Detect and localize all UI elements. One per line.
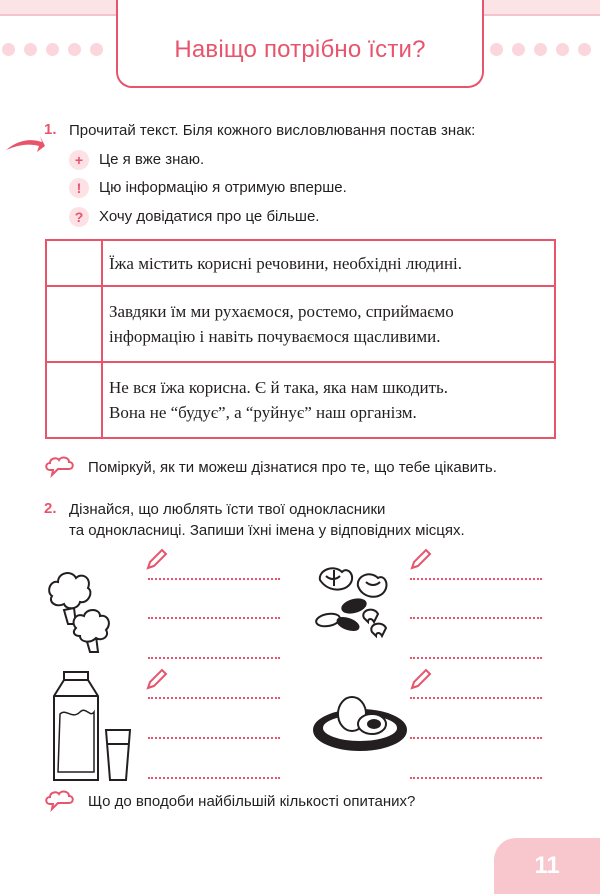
answer-line-broccoli-1[interactable]: [148, 578, 280, 580]
plus-marker: +: [69, 150, 89, 170]
decor-dots-right: [484, 43, 600, 57]
mark-cell-3[interactable]: [46, 362, 102, 438]
statement-1: Їжа містить корисні речовини, необхідні людині.: [102, 240, 555, 286]
page-title: Навіщо потрібно їсти?: [174, 36, 426, 63]
think-question-2: Що до вподоби найбільшій кількості опитаних?: [88, 793, 416, 810]
task1-number: 1.: [44, 121, 57, 138]
task2-number: 2.: [44, 500, 57, 517]
table-row: [46, 240, 555, 286]
think-question-1: Поміркуй, як ти можеш дізнатися про те, що тебе цікавить.: [88, 459, 497, 476]
answer-line-milk-3[interactable]: [148, 777, 280, 779]
answer-line-nuts-3[interactable]: [410, 657, 542, 659]
answer-line-nuts-2[interactable]: [410, 617, 542, 619]
pencil-icon: [408, 548, 432, 572]
pencil-icon: [144, 668, 168, 692]
pencil-icon: [144, 548, 168, 572]
answer-line-milk-1[interactable]: [148, 697, 280, 699]
legend-plus-text: Це я вже знаю.: [99, 151, 205, 168]
broccoli-icon: [46, 562, 126, 654]
nuts-icon: [314, 562, 394, 654]
answer-line-milk-2[interactable]: [148, 737, 280, 739]
task2-line-1: Дізнайся, що люблять їсти твої однокласники: [69, 501, 386, 518]
task1-instruction: Прочитай текст. Біля кожного висловлювання постав знак:: [69, 122, 476, 139]
table-row: [46, 286, 555, 362]
mark-cell-2[interactable]: [46, 286, 102, 362]
answer-line-eggs-3[interactable]: [410, 777, 542, 779]
milk-icon: [46, 668, 142, 786]
exclamation-marker: !: [69, 178, 89, 198]
title-box: [116, 0, 484, 88]
decor-dots-left: [0, 43, 118, 57]
answer-line-nuts-1[interactable]: [410, 578, 542, 580]
thought-cloud-icon: [44, 790, 74, 812]
task2-line-2: та однокласниці. Запиши їхні імена у відповідних місцях.: [69, 522, 465, 539]
statement-2: Завдяки їм ми рухаємося, ростемо, сприймаємо інформацію і навіть почуваємося щасливими.: [102, 286, 555, 362]
answer-line-broccoli-3[interactable]: [148, 657, 280, 659]
question-marker: ?: [69, 207, 89, 227]
page-number: 11: [534, 852, 560, 879]
answer-line-eggs-2[interactable]: [410, 737, 542, 739]
legend-exclamation-text: Цю інформацію я отримую вперше.: [99, 179, 347, 196]
eggs-icon: [312, 690, 410, 754]
pencil-icon: [408, 668, 432, 692]
table-row: [46, 362, 555, 438]
mark-cell-1[interactable]: [46, 240, 102, 286]
statements-table: [45, 239, 556, 439]
pointer-arrow-icon: [4, 134, 46, 160]
answer-line-eggs-1[interactable]: [410, 697, 542, 699]
statement-3: Не вся їжа корисна. Є й така, яка нам шкодить. Вона не “будує”, а “руйнує” наш організм.: [102, 362, 555, 438]
answer-line-broccoli-2[interactable]: [148, 617, 280, 619]
thought-cloud-icon: [44, 456, 74, 478]
legend-question-text: Хочу довідатися про це більше.: [99, 208, 320, 225]
